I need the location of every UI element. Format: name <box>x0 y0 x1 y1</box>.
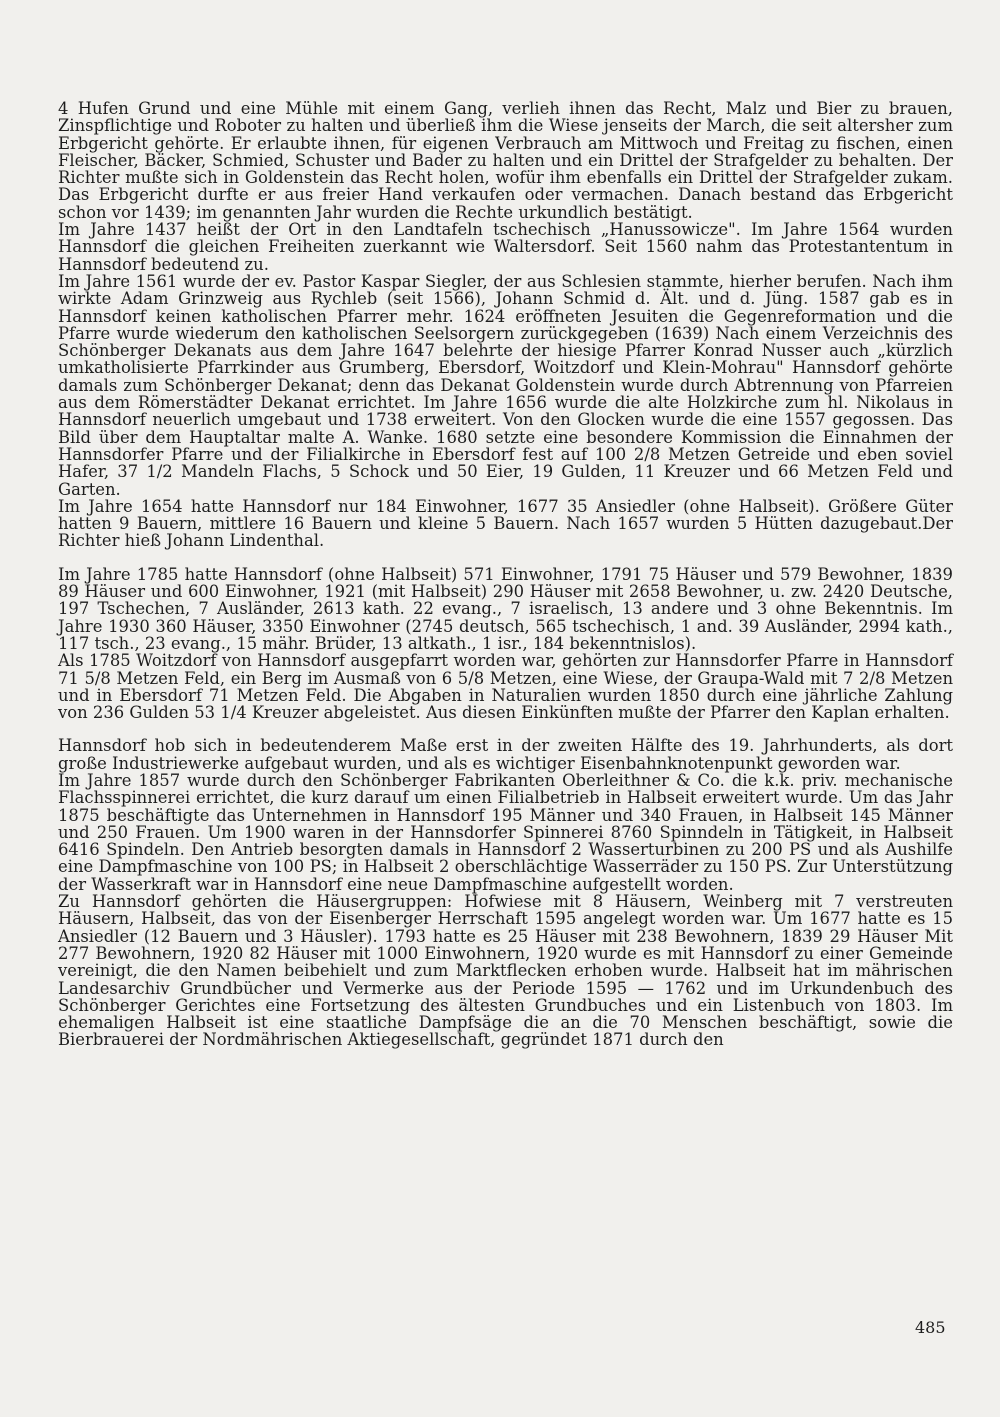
paragraph-census: Im Jahre 1785 hatte Hannsdorf (ohne Halbseit) 571 Einwohner, 1791 75 Häuser und 579 Bewohner, 1839 89 Häuser und 600 Einwohner, 1921 (mit Halbseit) 290 Häuser mit 2658 Bewohner, u. zw. 2420 Deutsche, 197 Tschechen, 7 Ausländer, 2613 kath. 22 evang., 7 israelisch, 13 andere und 3 ohne Bekenntnis. Im Jahre 1930 360 Häuser, 3350 Einwohner (2745 deutsch, 565 tschechisch, 1 and. 39 Ausländer, 2994 kath., 117 tsch., 23 evang., 15 mähr. Brüder, 13 altkath., 1 isr., 184 bekenntnislos). <box>58 564 953 653</box>
paragraph-industry: Hannsdorf hob sich in bedeutenderem Maße erst in der zweiten Hälfte des 19. Jahrhunderts, als dort große Industriewerke aufgebaut wurden, und als es wichtiger Eisenbahnknotenpunkt geworden war. <box>58 736 953 773</box>
paragraph-landtafeln: Im Jahre 1437 heißt der Ort in den Landtafeln tschechisch „Hanussowicze". Im Jahre 1564 wurden Hannsdorf die gleichen Freiheiten zuerkannt wie Waltersdorf. Seit 1560 nahm das Protestantentum in Hannsdorf bedeutend zu. <box>58 220 953 274</box>
paragraph-flachsspinnerei: Im Jahre 1857 wurde durch den Schönberger Fabrikanten Oberleithner & Co. die k.k. priv. mechanische Flachsspinnerei errichtet, die kurz darauf um einen Filialbetrieb in Halbseit erweitert wurde. Um das Jahr 1875 beschäftigte das Unternehmen in Hannsdorf 195 Männer und 340 Frauen, in Halbseit 145 Männer und 250 Frauen. Um 1900 waren in der Hannsdorfer Spinnerei 8760 Spinndeln in Tätigkeit, in Halbseit 6416 Spindeln. Den Antrieb besorgten damals in Hannsdorf 2 Wasserturbinen zu 200 PS und als Aushilfe eine Dampfmaschine von 100 PS; in Halbseit 2 oberschlächtige Wasserräder zu 150 PS. Zur Unterstützung der Wasserkraft war in Hannsdorf eine neue Dampfmaschine aufgestellt worden. <box>58 770 953 894</box>
paragraph-pfarre-history: Im Jahre 1561 wurde der ev. Pastor Kaspar Siegler, der aus Schlesien stammte, hierher berufen. Nach ihm wirkte Adam Grinzweig aus Rychleb (seit 1566), Johann Schmid d. Ält. und d. Jüng. 1587 gab es in Hannsdorf keinen katholischen Pfarrer mehr. 1624 eröffneten Jesuiten die Gegenreformation und die Pfarre wurde wiederum den katholischen Seelsorgern zurückgegeben (1639) Nach einem Verzeichnis des Schönberger Dekanats aus dem Jahre 1647 belehrte der hiesige Pfarrer Konrad Nusser auch „kürzlich umkatholisierte Pfarrkinder aus Grumberg, Ebersdorf, Woitzdorf und Klein-Mohrau" Hannsdorf gehörte damals zum Schönberger Dekanat; denn das Dekanat Goldenstein wurde durch Abtrennung von Pfarreien aus dem Römerstädter Dekanat errichtet. Im Jahre 1656 wurde die alte Holzkirche zum hl. Nikolaus in Hannsdorf neuerlich umgebaut und 1738 erweitert. Von den Glocken wurde die eine 1557 gegossen. Das Bild über dem Hauptaltar malte A. Wanke. 1680 setzte eine besondere Kommission die Einnahmen der Hannsdorfer Pfarre und der Filialkirche in Ebersdorf fest auf 100 2/8 Metzen Getreide und eben soviel Hafer, 37 1/2 Mandeln Flachs, 5 Schock und 50 Eier, 19 Gulden, 11 Kreuzer und 66 Metzen Feld und Garten. <box>58 271 953 499</box>
page-text <box>58 100 953 1049</box>
paragraph-woitzdorf-pfarre: Als 1785 Woitzdorf von Hannsdorf ausgepfarrt worden war, gehörten zur Hannsdorfer Pfarre in Hannsdorf 71 5/8 Metzen Feld, ein Berg im Ausmaß von 6 5/8 Metzen, eine Wiese, der Graupa-Wald mit 7 2/8 Metzen und in Ebersdorf 71 Metzen Feld. Die Abgaben in Naturalien wurden 1850 durch eine jährliche Zahlung von 236 Gulden 53 1/4 Kreuzer abgeleistet. Aus diesen Einkünften mußte der Pfarrer den Kaplan erhalten. <box>58 651 953 723</box>
paragraph-erbgericht: 4 Hufen Grund und eine Mühle mit einem Gang, verlieh ihnen das Recht, Malz und Bier zu brauen, Zinspflichtige und Roboter zu halten und überließ ihm die Wiese jenseits der March, die seit altersher zum Erbgericht gehörte. Er erlaubte ihnen, für eigenen Verbrauch am Mittwoch und Freitag zu fischen, einen Fleischer, Bäcker, Schmied, Schuster und Bader zu halten und ein Drittel der Strafgelder zu behalten. Der Richter mußte sich in Goldenstein das Recht holen, wofür ihm ebenfalls ein Drittel der Strafgelder zukam. Das Erbgericht durfte er aus freier Hand verkaufen oder vermachen. Danach bestand das Erbgericht schon vor 1439; im genannten Jahr wurden die Rechte urkundlich bestätigt. <box>58 99 953 222</box>
paragraph-haeusergruppen: Zu Hannsdorf gehörten die Häusergruppen: Hofwiese mit 8 Häusern, Weinberg mit 7 verstreuten Häusern, Halbseit, das von der Eisenberger Herrschaft 1595 angelegt worden war. Um 1677 hatte es 15 Ansiedler (12 Bauern und 3 Häusler). 1793 hatte es 25 Häuser mit 238 Bewohnern, 1839 29 Häuser Mit 277 Bewohnern, 1920 82 Häuser mit 1000 Einwohnern, 1920 wurde es mit Hannsdorf zu einer Gemeinde vereinigt, die den Namen beibehielt und zum Marktflecken erhoben wurde. Halbseit hat im mährischen Landesarchiv Grundbücher und Vermerke aus der Periode 1595 — 1762 und im Urkundenbuch des Schönberger Gerichtes eine Fortsetzung des ältesten Grundbuches und ein Listenbuch von 1803. Im ehemaligen Halbseit ist eine staatliche Dampfsäge die an die 70 Menschen beschäftigt, sowie die Bierbrauerei der Nordmährischen Aktiegesellschaft, gegründet 1871 durch den <box>58 892 953 1050</box>
paragraph-1654-population: Im Jahre 1654 hatte Hannsdorf nur 184 Einwohner, 1677 35 Ansiedler (ohne Halbseit). Größere Güter hatten 9 Bauern, mittlere 16 Bauern und kleine 5 Bauern. Nach 1657 wurden 5 Hütten dazugebaut.Der Richter hieß Johann Lindenthal. <box>58 496 953 551</box>
page-number: 485 <box>915 1318 946 1337</box>
